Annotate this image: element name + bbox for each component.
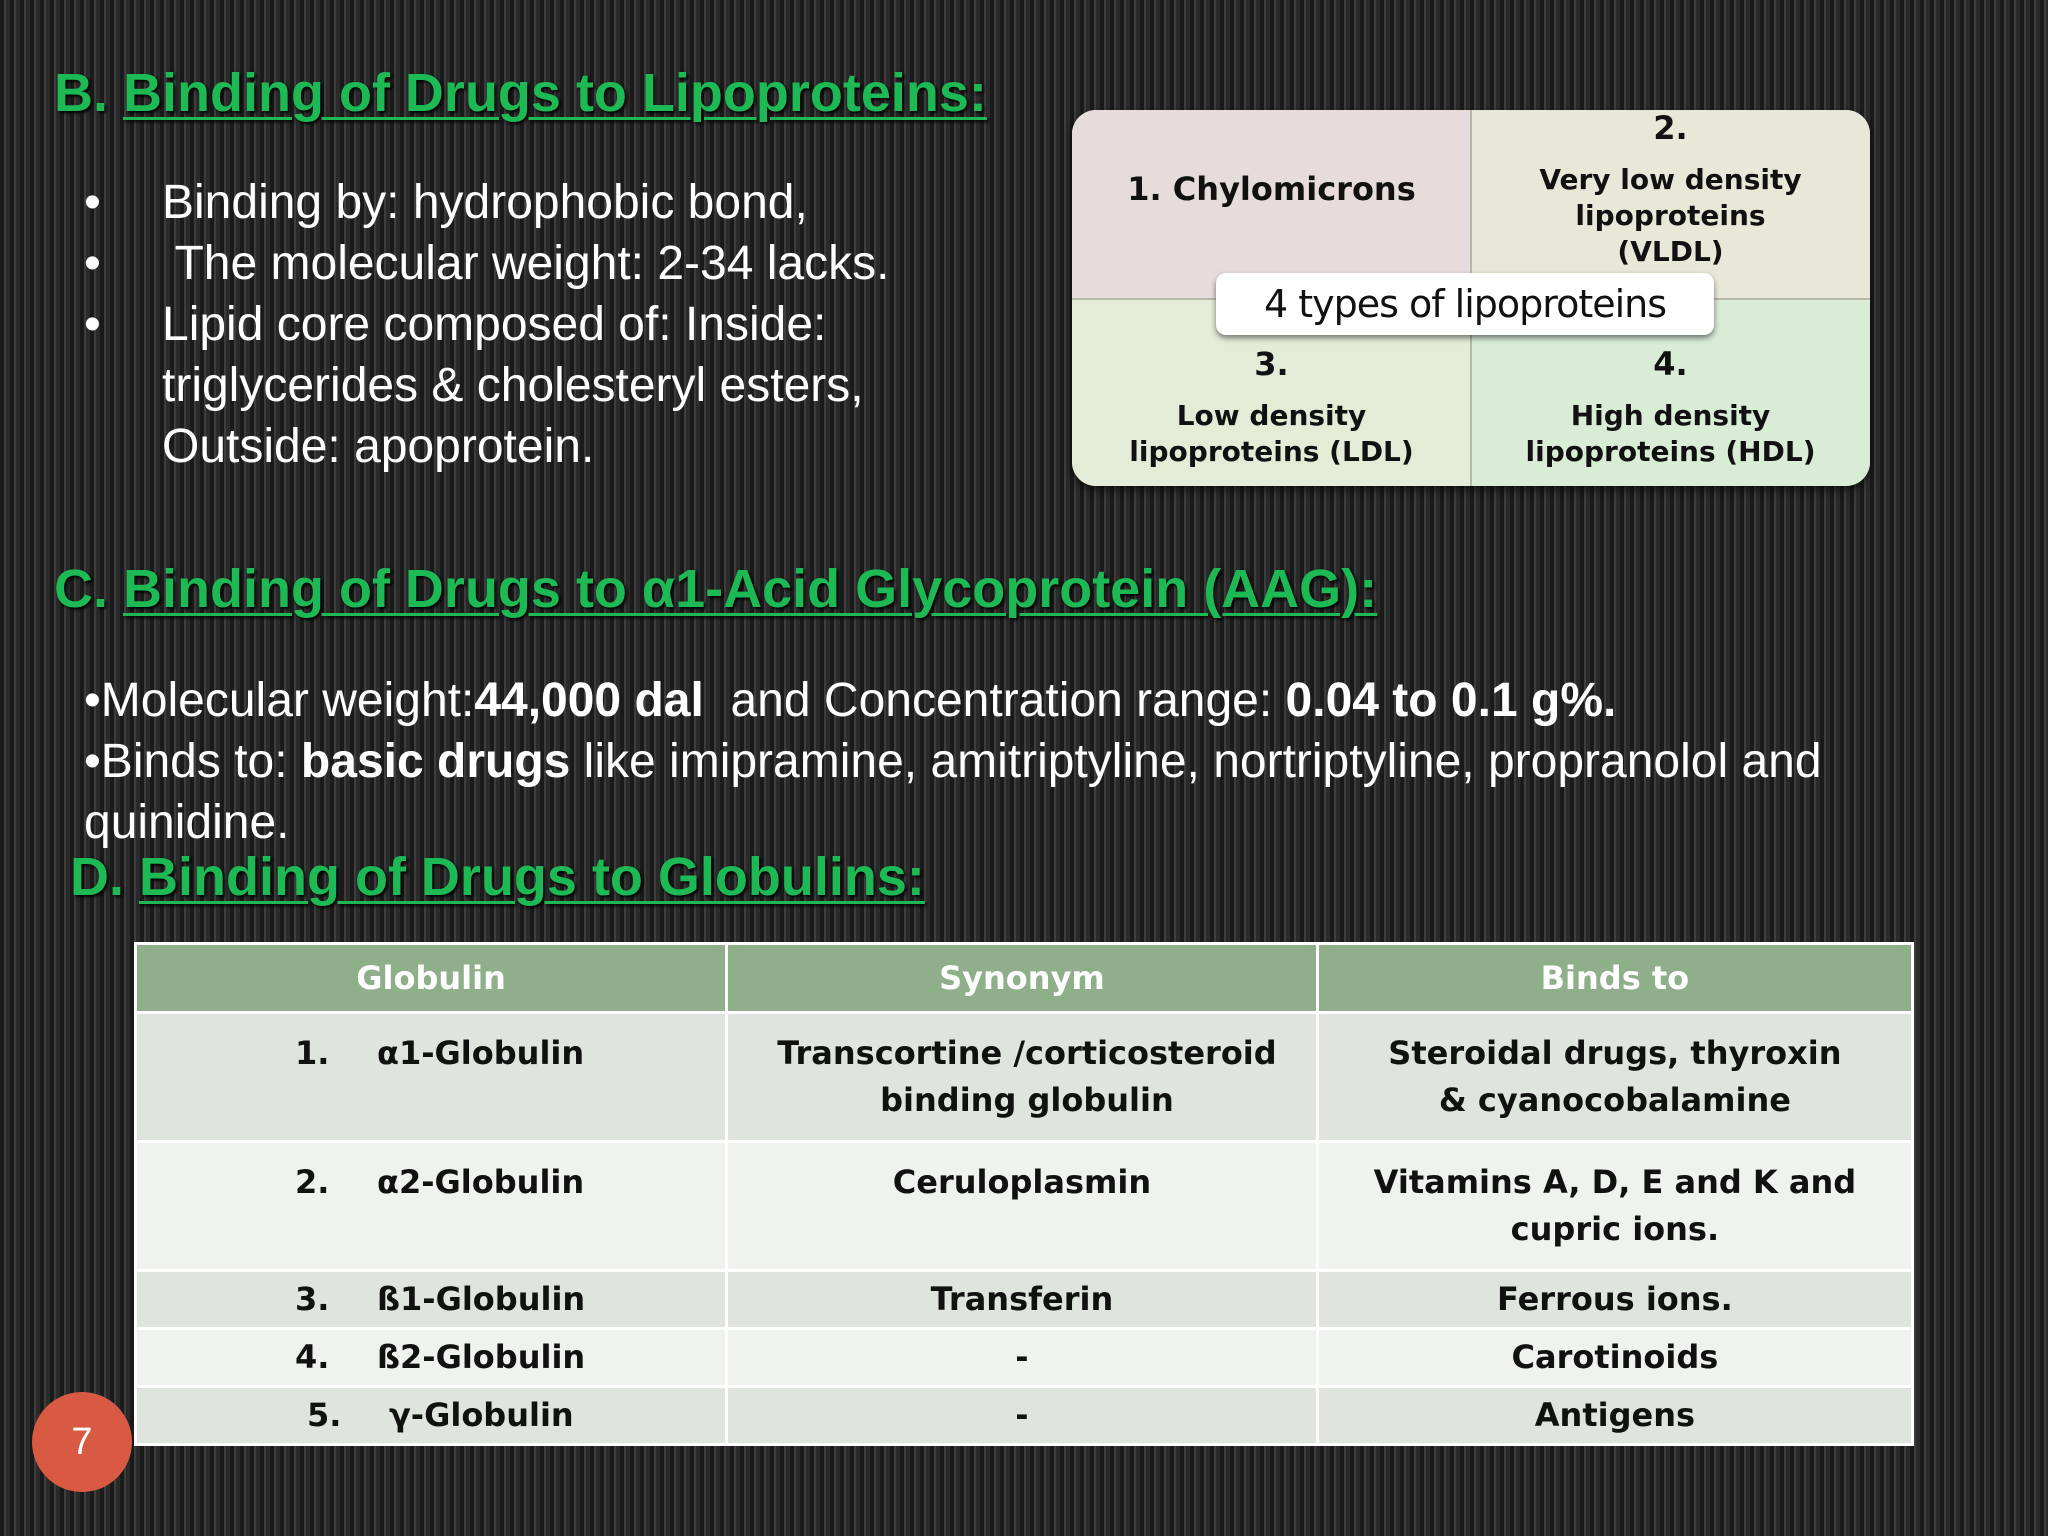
table-row: [136, 1013, 1913, 1142]
vldl-label: Very low density lipoproteins (VLDL): [1539, 163, 1802, 268]
binds-to-cell: Carotinoids: [1317, 1329, 1912, 1387]
section-c-title: Binding of Drugs to α1-Acid Glycoprotein (AAG):: [123, 559, 1378, 619]
header-globulin: Globulin: [136, 944, 727, 1013]
table-row: [136, 1271, 1913, 1329]
globulin-cell: 1. α1-Globulin: [136, 1013, 727, 1142]
bullet-item: • Lipid core composed of: Inside: triglycerides & cholesteryl esters, Outside: apoprotein.: [80, 294, 960, 477]
binds-to-cell: Steroidal drugs, thyroxin & cyanocobalamine: [1317, 1013, 1912, 1142]
table-row: [136, 1329, 1913, 1387]
bullet-glyph: •: [84, 237, 101, 290]
binds-to-cell: Antigens: [1317, 1387, 1912, 1445]
bullet-item: • The molecular weight: 2-34 lacks.: [80, 233, 960, 294]
synonym-cell: Transferin: [727, 1271, 1318, 1329]
section-b-prefix: B.: [54, 63, 124, 123]
section-d-title: Binding of Drugs to Globulins:: [139, 847, 925, 907]
aag-line-2: •Binds to: basic drugs like imipramine, amitriptyline, nortriptyline, propranolol and quinidine.: [84, 735, 1822, 849]
quadrant-chylomicrons: [1072, 110, 1471, 298]
table-header-row: [136, 944, 1913, 1013]
section-c-heading: [54, 558, 1377, 620]
table-row: [136, 1142, 1913, 1271]
section-b-title: Binding of Drugs to Lipoproteins:: [123, 63, 987, 123]
aag-description: [84, 670, 1984, 853]
quadrant-vldl: [1471, 110, 1870, 298]
synonym-cell: -: [727, 1329, 1318, 1387]
chylomicrons-label: 1. Chylomicrons: [1127, 170, 1416, 208]
aag-line-1: •Molecular weight:44,000 dal and Concentration range: 0.04 to 0.1 g%.: [84, 674, 1617, 727]
ldl-label: Low density lipoproteins (LDL): [1129, 399, 1414, 468]
bullet-glyph: •: [84, 298, 101, 351]
globulins-table: [134, 942, 1914, 1446]
section-d-heading: [70, 846, 925, 908]
lipoprotein-bullet-list: [80, 172, 960, 477]
header-binds-to: Binds to: [1317, 944, 1912, 1013]
slide-number-badge: 7: [32, 1392, 132, 1492]
binds-to-cell: Ferrous ions.: [1317, 1271, 1912, 1329]
globulin-cell: 2. α2-Globulin: [136, 1142, 727, 1271]
center-label: 4 types of lipoproteins: [1216, 273, 1714, 335]
synonym-cell: Ceruloplasmin: [727, 1142, 1318, 1271]
binds-to-cell: Vitamins A, D, E and K and cupric ions.: [1317, 1142, 1912, 1271]
globulin-cell: 5. γ-Globulin: [136, 1387, 727, 1445]
section-c-prefix: C.: [54, 559, 124, 619]
lipoprotein-types-diagram: [1072, 110, 1870, 486]
bullet-glyph: •: [84, 176, 101, 229]
section-d-prefix: D.: [70, 847, 140, 907]
ldl-number: 3.: [1254, 345, 1289, 383]
synonym-cell: Transcortine /corticosteroid binding globulin: [727, 1013, 1318, 1142]
bullet-item: • Binding by: hydrophobic bond,: [80, 172, 960, 233]
section-b-heading: [54, 62, 987, 124]
synonym-cell: -: [727, 1387, 1318, 1445]
hdl-number: 4.: [1653, 345, 1688, 383]
globulin-cell: 3. ß1-Globulin: [136, 1271, 727, 1329]
globulin-cell: 4. ß2-Globulin: [136, 1329, 727, 1387]
hdl-label: High density lipoproteins (HDL): [1525, 399, 1816, 468]
vldl-number: 2.: [1653, 110, 1688, 147]
header-synonym: Synonym: [727, 944, 1318, 1013]
table-row: [136, 1387, 1913, 1445]
